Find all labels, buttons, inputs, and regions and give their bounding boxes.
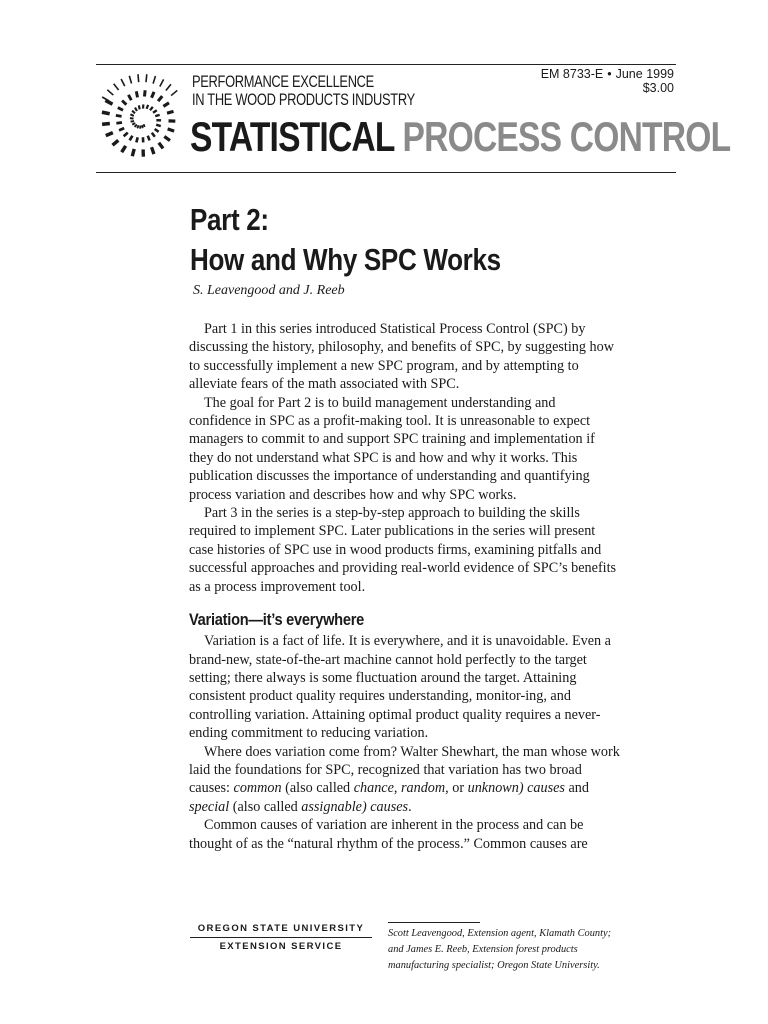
- bullet-separator: •: [607, 67, 612, 81]
- term-special: special: [189, 798, 230, 815]
- p2-text-f: (also called: [229, 798, 302, 815]
- p2-text-e: and: [564, 780, 589, 797]
- publication-number: EM 8733-E: [540, 67, 604, 81]
- term-unknown: unknown) causes: [467, 780, 565, 797]
- publication-info: [541, 67, 674, 95]
- p2-text-b: (also called: [281, 780, 354, 797]
- intro-paragraph-2: The goal for Part 2 is to build management understanding and confidence in SPC as a profit-making tool. It is unreasonable to expect managers to commit to and support SPC training and implementation if they do not understand what SPC is and how and why it works. This publication discusses the importance of understanding and quantifying process variation and describes how and why SPC works.: [189, 394, 595, 503]
- series-title-line2: IN THE WOOD PRODUCTS INDUSTRY: [192, 91, 415, 109]
- section-heading: Variation—it’s everywhere: [189, 610, 365, 630]
- p2-text-g: .: [408, 798, 412, 815]
- footnote-rule: [388, 922, 480, 923]
- series-title-line1: PERFORMANCE EXCELLENCE: [192, 73, 374, 91]
- intro-paragraph-1: Part 1 in this series introduced Statistical Process Control (SPC) by discussing the history, philosophy, and benefits of SPC, by suggesting how to successfully implement a new SPC program, and by attempting to alleviate fears of the math associated with SPC.: [189, 321, 614, 393]
- author-footnote: Scott Leavengood, Extension agent, Klamath County; and James E. Reeb, Extension forest products manufacturing specialist; Oregon State University.: [388, 928, 612, 971]
- banner-strong-text: STATISTICAL: [190, 113, 394, 160]
- publication-price: $3.00: [642, 81, 674, 95]
- variation-paragraph-3: Common causes of variation are inherent in the process and can be thought of as the “natural rhythm of the process.” Common causes are: [189, 817, 588, 852]
- header-bottom-rule: [96, 172, 676, 173]
- p2-text-c: ,: [393, 780, 401, 797]
- university-name: OREGON STATE UNIVERSITY: [197, 923, 365, 934]
- publication-date: June 1999: [615, 67, 674, 81]
- extension-service-name: EXTENSION SERVICE: [219, 941, 343, 952]
- article-title: [190, 200, 501, 280]
- article-body: [189, 320, 621, 853]
- intro-paragraph-3: Part 3 in the series is a step-by-step approach to building the skills required to implement SPC. Later publications in the series will present case histories of SPC use in wood products firms, examining pitfalls and successful approaches and providing real-world evidence of SPC’s benefits as a process improvement tool.: [189, 505, 617, 595]
- article-authors: S. Leavengood and J. Reeb: [193, 283, 345, 298]
- sunburst-logo-icon: [86, 64, 190, 172]
- term-random: random: [400, 780, 446, 797]
- variation-paragraph-2: [189, 743, 621, 817]
- term-common: common: [233, 780, 282, 797]
- article-title-line1: Part 2:: [190, 202, 269, 237]
- university-divider: [190, 937, 372, 938]
- term-chance: chance: [353, 780, 394, 797]
- article-title-line2: How and Why SPC Works: [190, 242, 501, 277]
- p2-text-a: Where does variation come from? Walter Shewhart, the man whose work laid the foundations for SPC, recognized that variation has two broad causes:: [189, 743, 620, 797]
- banner-light-text: PROCESS CONTROL: [402, 113, 731, 160]
- series-banner: [190, 115, 730, 159]
- variation-paragraph-1: Variation is a fact of life. It is everywhere, and it is unavoidable. Even a brand-new, state-of-the-art machine cannot hold perfectly to the target setting; there always is some fluctuation around the target. Attaining consistent product quality requires understanding, monitor-ing, and controlling variation. Attaining optimal product quality requires a never-ending commitment to reducing variation.: [189, 633, 611, 742]
- term-assignable: assignable) causes: [301, 798, 409, 815]
- p2-text-d: , or: [445, 780, 468, 797]
